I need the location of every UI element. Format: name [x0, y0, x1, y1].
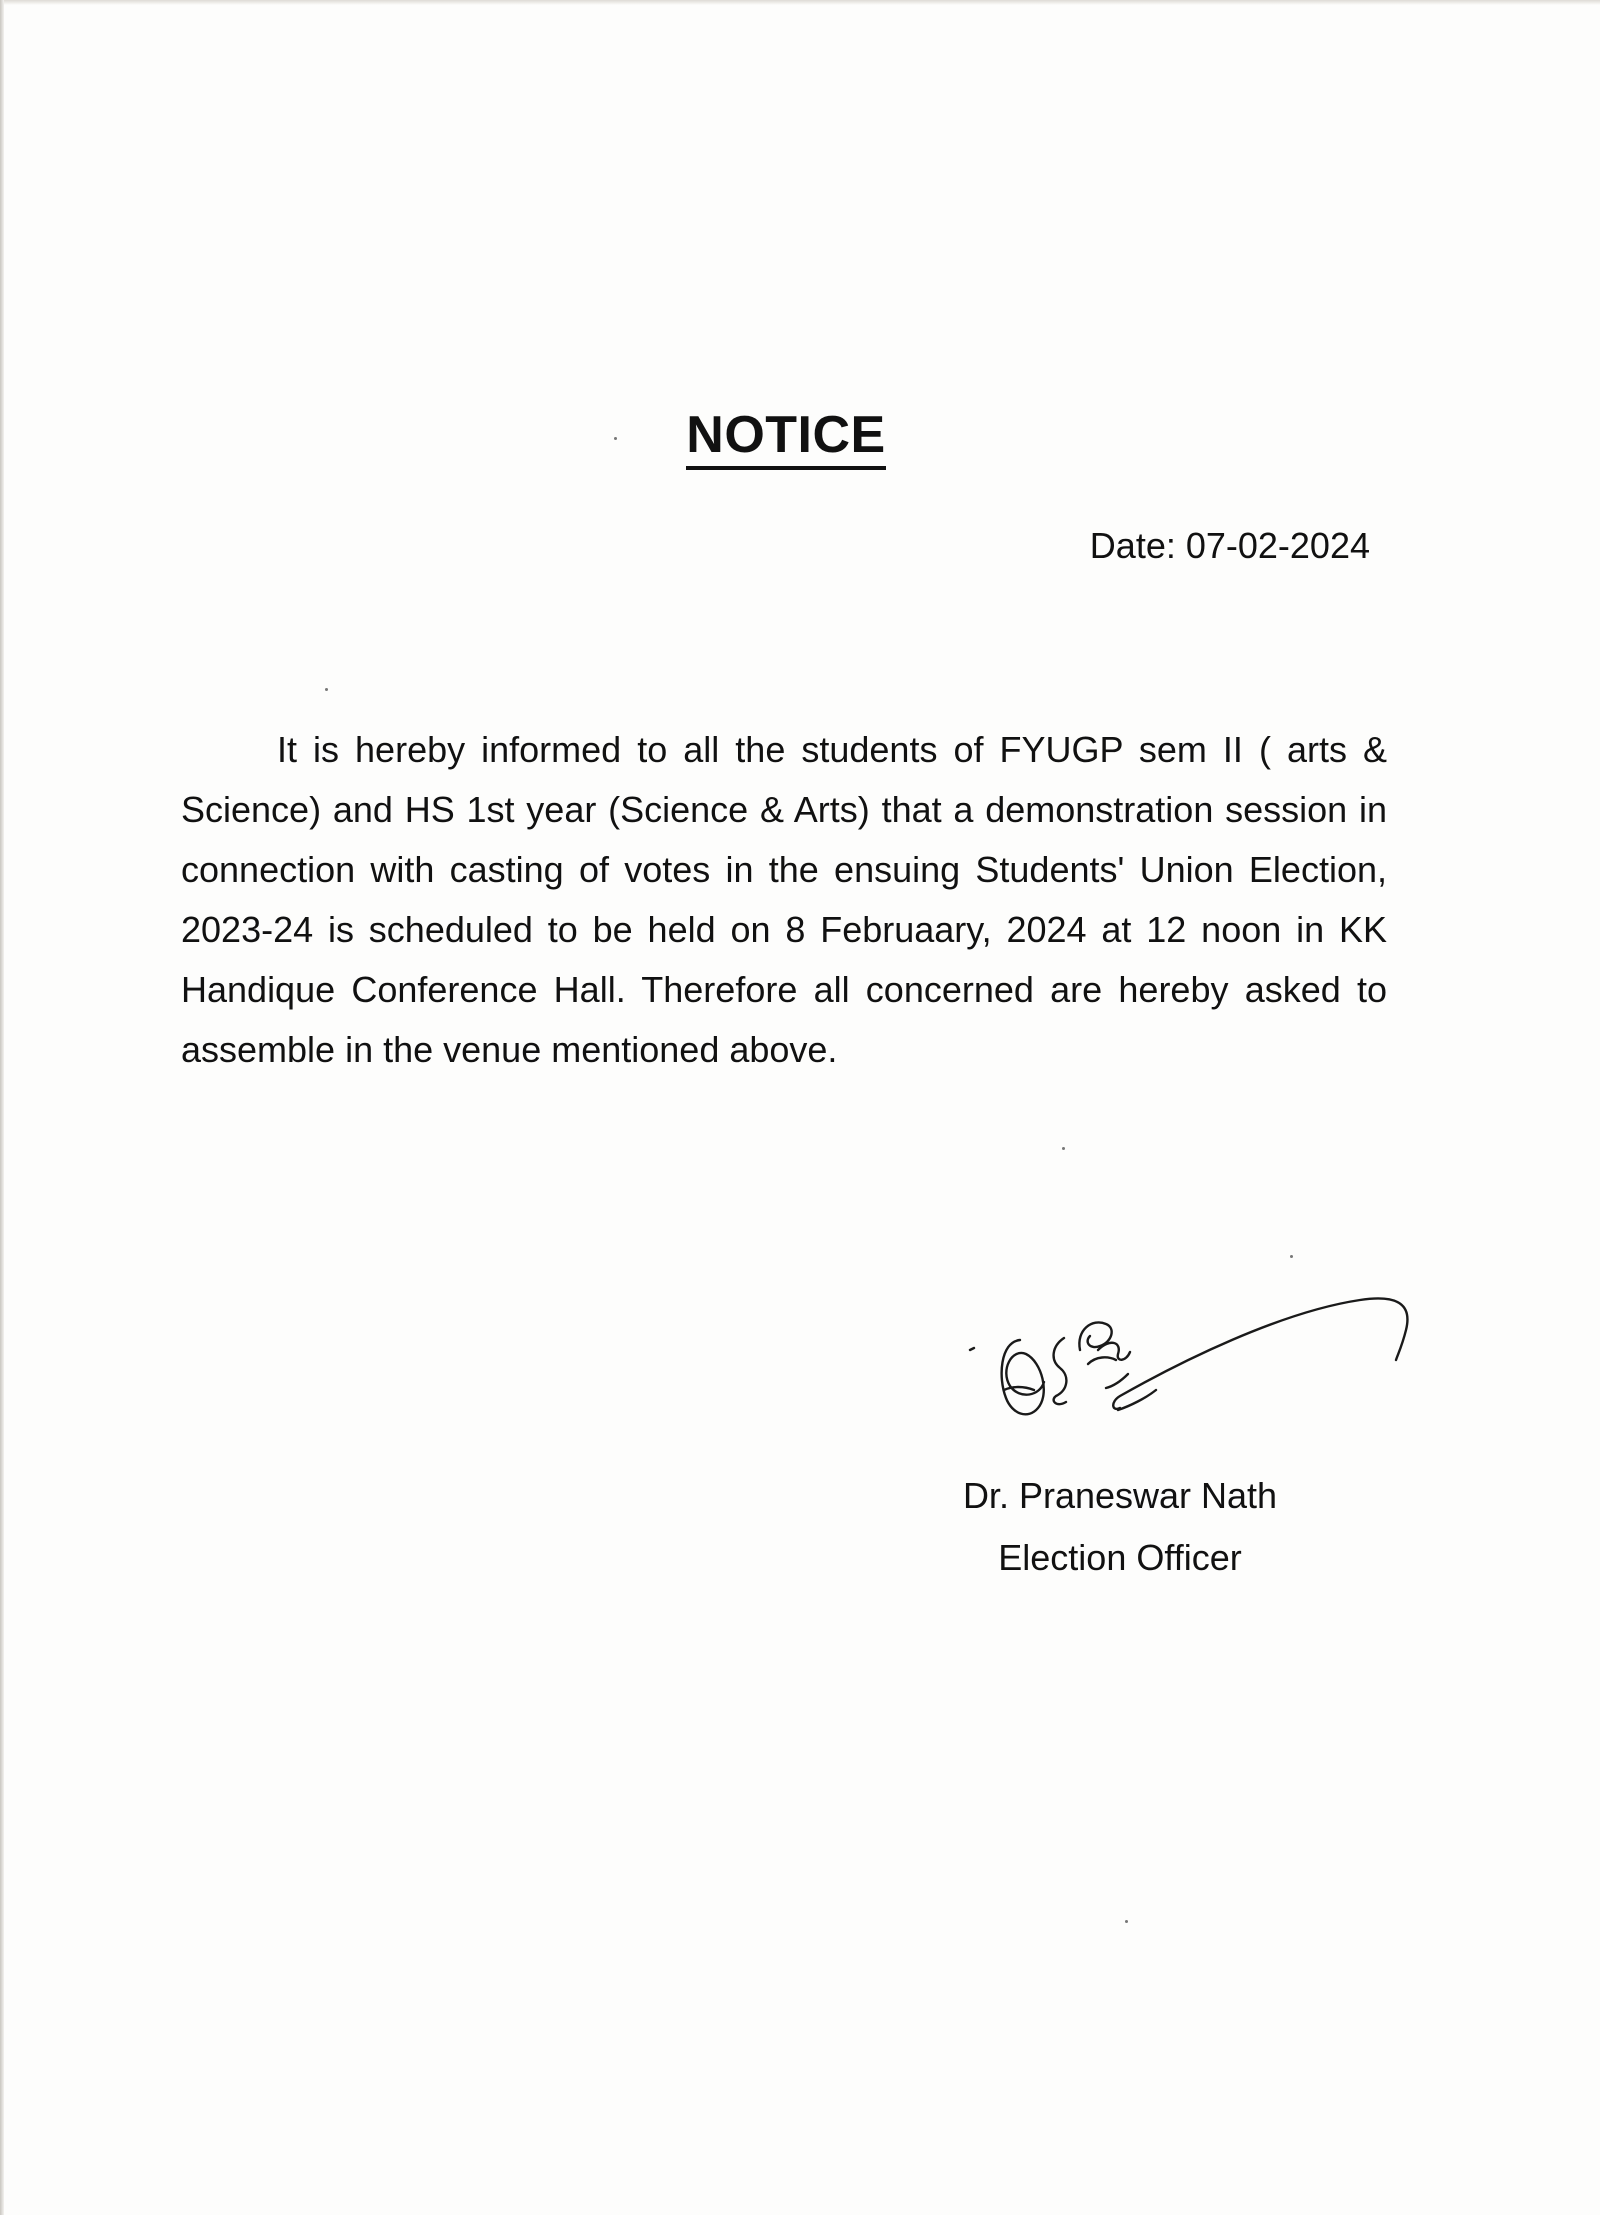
paper-speck — [1290, 1255, 1293, 1258]
paper-speck — [1125, 1920, 1128, 1923]
signatory-designation: Election Officer — [998, 1537, 1242, 1578]
paper-speck — [614, 437, 617, 440]
notice-title: NOTICE — [686, 406, 885, 470]
paper-speck — [325, 688, 328, 691]
notice-heading — [0, 405, 1572, 470]
paper-speck — [1062, 1147, 1065, 1150]
notice-body: It is hereby informed to all the students of FYUGP sem II ( arts & Science) and HS 1st year (Science & Arts) that a demonstration session in connection with casting of votes in the ensuing Students' Union Election, 2023-24 is scheduled to be held on 8 Februaary, 2024 at 12 noon in KK Handique Conference Hall. Therefore all concerned are hereby asked to assemble in the venue mentioned above. — [181, 729, 1387, 1070]
signatory-block — [930, 1465, 1310, 1589]
signatory-name: Dr. Praneswar Nath — [962, 1475, 1278, 1516]
paper-top-edge — [0, 0, 1600, 5]
notice-date: Date: 07-02-2024 — [1089, 525, 1370, 566]
handwritten-signature — [960, 1290, 1430, 1460]
paper-left-edge — [0, 0, 4, 2215]
